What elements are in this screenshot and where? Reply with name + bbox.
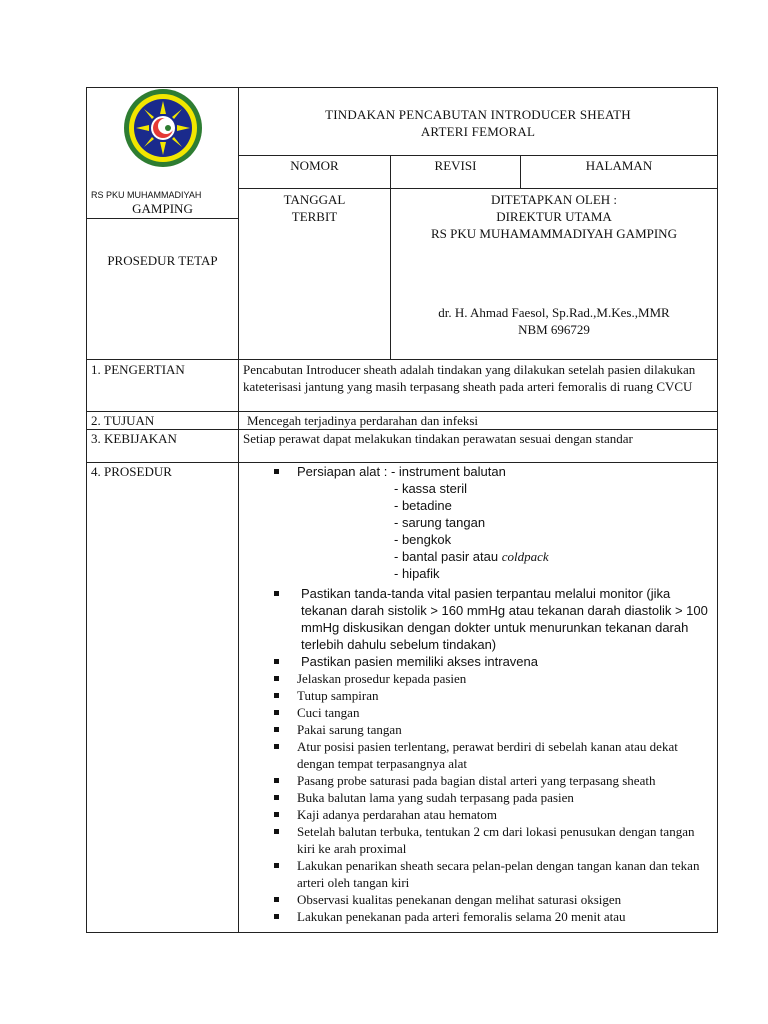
ditetapkan-line-1: DITETAPKAN OLEH : [490, 192, 618, 207]
bantal-text: bantal pasir atau [401, 549, 502, 564]
tujuan-label: 2. TUJUAN [87, 412, 239, 430]
step-item: Observasi kualitas penekanan dengan melihat saturasi oksigen [243, 891, 709, 908]
ditetapkan-cell [391, 189, 718, 360]
step-item: Atur posisi pasien terlentang, perawat berdiri di sebelah kanan atau dekat dengan tempat terpasangnya alat [243, 738, 709, 772]
tanggal-label: TANGGAL [283, 192, 346, 207]
pengertian-label: 1. PENGERTIAN [87, 360, 239, 412]
alat-item: - betadine [394, 497, 709, 514]
alat-item: - bengkok [394, 531, 709, 548]
steps-list [243, 585, 709, 925]
title-line-2: ARTERI FEMORAL [420, 124, 536, 139]
prosedur-content [239, 463, 718, 933]
nomor-label: NOMOR [239, 156, 391, 189]
tujuan-text: Mencegah terjadinya perdarahan dan infeksi [239, 412, 718, 430]
sop-table [86, 87, 718, 933]
title-line-1: TINDAKAN PENCABUTAN INTRODUCER SHEATH [325, 107, 631, 122]
terbit-label: TERBIT [291, 209, 338, 224]
alat-item: - kassa steril [394, 480, 709, 497]
prosedur-list [243, 463, 709, 480]
step-item: Kaji adanya perdarahan atau hematom [243, 806, 709, 823]
signer-nbm: NBM 696729 [518, 322, 590, 337]
step-item: Buka balutan lama yang sudah terpasang pada pasien [243, 789, 709, 806]
hospital-logo-cell [87, 88, 239, 219]
step-item: Pastikan tanda-tanda vital pasien terpantau melalui monitor (jika tekanan darah sistolik > 160 mmHg atau tekanan darah diastolik > 100 mmHg diskusikan dengan dokter untuk menurunkan tekanan darah terlebih dahulu sebelum tindakan) [243, 585, 709, 653]
alat-item: - sarung tangan [394, 514, 709, 531]
halaman-label: HALAMAN [521, 156, 718, 189]
pengertian-text: Pencabutan Introducer sheath adalah tindakan yang dilakukan setelah pasien dilakukan kateterisasi jantung yang masih terpasang sheath pada arteri femoralis di ruang CVCU [239, 360, 718, 412]
step-item: Lakukan penekanan pada arteri femoralis selama 20 menit atau [243, 908, 709, 925]
hospital-name-small: RS PKU MUHAMMADIYAH [91, 190, 202, 200]
signer-name: dr. H. Ahmad Faesol, Sp.Rad.,M.Kes.,MMR [438, 305, 670, 320]
step-item: Setelah balutan terbuka, tentukan 2 cm dari lokasi penusukan dengan tangan kiri ke arah proximal [243, 823, 709, 857]
step-item: Jelaskan prosedur kepada pasien [243, 670, 709, 687]
doc-type-label: PROSEDUR TETAP [87, 219, 239, 360]
alat-item: - hipafik [394, 565, 709, 582]
ditetapkan-line-3: RS PKU MUHAMAMMADIYAH GAMPING [431, 226, 677, 241]
alat-item-bantal [394, 548, 709, 565]
step-item: Tutup sampiran [243, 687, 709, 704]
step-item: Pasang probe saturasi pada bagian distal arteri yang terpasang sheath [243, 772, 709, 789]
step-item: Lakukan penarikan sheath secara pelan-pelan dengan tangan kanan dan tekan arteri oleh tangan kiri [243, 857, 709, 891]
document-title [239, 88, 718, 156]
coldpack-text: coldpack [501, 549, 549, 564]
tanggal-terbit-cell [239, 189, 391, 360]
prosedur-label: 4. PROSEDUR [87, 463, 239, 933]
step-item: Pakai sarung tangan [243, 721, 709, 738]
alat-list [394, 480, 709, 582]
persiapan-alat-label: Persiapan alat : - instrument balutan [297, 464, 506, 479]
hospital-name-big: GAMPING [132, 201, 193, 216]
kebijakan-label: 3. KEBIJAKAN [87, 430, 239, 463]
step-item: Pastikan pasien memiliki akses intravena [243, 653, 709, 670]
persiapan-alat-item [243, 463, 709, 480]
hospital-logo-icon [123, 88, 203, 168]
revisi-label: REVISI [391, 156, 521, 189]
ditetapkan-line-2: DIREKTUR UTAMA [496, 209, 612, 224]
kebijakan-text: Setiap perawat dapat melakukan tindakan perawatan sesuai dengan standar [239, 430, 718, 463]
step-item: Cuci tangan [243, 704, 709, 721]
